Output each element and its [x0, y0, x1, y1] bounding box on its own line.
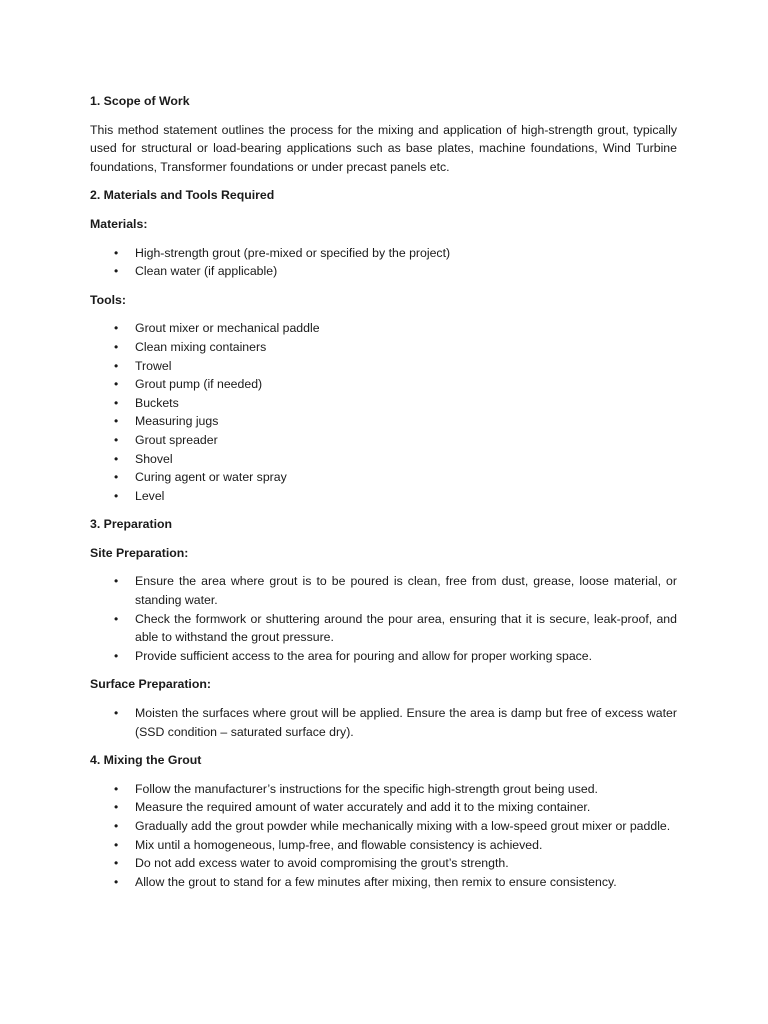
bullet-icon: • — [114, 800, 119, 815]
list-item — [114, 704, 677, 741]
list-item — [114, 798, 677, 817]
list-item — [114, 817, 677, 836]
bullet-icon: • — [114, 611, 119, 626]
materials-label: Materials: — [90, 216, 148, 231]
bullet-icon: • — [114, 321, 119, 336]
bullet-icon: • — [114, 245, 119, 260]
tools-label: Tools: — [90, 292, 126, 307]
bullet-icon: • — [114, 432, 119, 447]
list-item-text: Allow the grout to stand for a few minutes after mixing, then remix to ensure consistency. — [135, 874, 617, 889]
list-item — [114, 854, 677, 873]
bullet-icon: • — [114, 264, 119, 279]
bullet-icon: • — [114, 874, 119, 889]
list-item-text: Curing agent or water spray — [135, 470, 287, 485]
bullet-icon: • — [114, 781, 119, 796]
list-item — [114, 780, 677, 799]
list-item-text: Clean water (if applicable) — [135, 264, 278, 279]
bullet-icon: • — [114, 706, 119, 721]
list-item — [114, 647, 677, 666]
document-page — [90, 92, 677, 901]
list-item — [114, 431, 677, 450]
bullet-icon: • — [114, 856, 119, 871]
section-heading-scope: 1. Scope of Work — [90, 94, 190, 108]
bullet-icon: • — [114, 470, 119, 485]
list-item-text: Level — [135, 488, 165, 503]
list-item — [114, 338, 677, 357]
scope-paragraph: This method statement outlines the process for the mixing and application of high-strength grout, typically used for structural or load-bearing applications such as base plates, machine foundations, Wind Turbine foundations, Transformer foundations or under precast panels etc. — [90, 122, 677, 174]
list-item — [114, 610, 677, 647]
list-item-text: Measuring jugs — [135, 414, 219, 429]
bullet-icon: • — [114, 395, 119, 410]
list-item — [114, 468, 677, 487]
list-item — [114, 394, 677, 413]
section-heading-materials-tools: 2. Materials and Tools Required — [90, 188, 275, 203]
list-item-text: Grout pump (if needed) — [135, 377, 263, 392]
list-item-text: Check the formwork or shuttering around the pour area, ensuring that it is secure, leak-proof, and able to withstand the grout pressure. — [135, 611, 677, 645]
list-item-text: High-strength grout (pre-mixed or specified by the project) — [135, 245, 451, 260]
list-item-text: Trowel — [135, 358, 172, 373]
bullet-icon: • — [114, 819, 119, 833]
list-item — [114, 450, 677, 469]
list-item — [114, 319, 677, 338]
section-heading-mixing: 4. Mixing the Grout — [90, 753, 202, 768]
list-item — [114, 262, 677, 281]
tools-list — [90, 319, 677, 505]
bullet-icon: • — [114, 377, 119, 392]
materials-list — [90, 244, 677, 281]
surface-preparation-label: Surface Preparation: — [90, 677, 211, 692]
list-item — [114, 375, 677, 394]
section-heading-preparation: 3. Preparation — [90, 517, 173, 532]
bullet-icon: • — [114, 451, 119, 466]
surface-preparation-list — [90, 704, 677, 741]
site-preparation-list — [90, 572, 677, 665]
site-preparation-label: Site Preparation: — [90, 545, 189, 560]
list-item — [114, 412, 677, 431]
list-item-text: Mix until a homogeneous, lump-free, and flowable consistency is achieved. — [135, 837, 543, 852]
list-item-text: Grout mixer or mechanical paddle — [135, 321, 320, 336]
mixing-list — [90, 780, 677, 892]
bullet-icon: • — [114, 837, 119, 852]
list-item-text: Do not add excess water to avoid compromising the grout’s strength. — [135, 856, 509, 871]
bullet-icon: • — [114, 648, 119, 663]
list-item-text: Provide sufficient access to the area for pouring and allow for proper working space. — [135, 648, 593, 663]
bullet-icon: • — [114, 358, 119, 373]
list-item-text: Ensure the area where grout is to be poured is clean, free from dust, grease, loose material, or standing water. — [135, 574, 677, 608]
list-item — [114, 572, 677, 609]
list-item-text: Measure the required amount of water accurately and add it to the mixing container. — [135, 800, 591, 815]
list-item-text: Gradually add the grout powder while mechanically mixing with a low-speed grout mixer or paddle. — [135, 819, 671, 833]
list-item-text: Buckets — [135, 395, 179, 410]
list-item-text: Follow the manufacturer’s instructions for the specific high-strength grout being used. — [135, 781, 598, 796]
bullet-icon: • — [114, 339, 119, 354]
list-item-text: Moisten the surfaces where grout will be applied. Ensure the area is damp but free of excess water (SSD condition – saturated surface dry). — [135, 706, 677, 739]
list-item — [114, 873, 677, 892]
bullet-icon: • — [114, 414, 119, 429]
list-item — [114, 487, 677, 506]
list-item — [114, 836, 677, 855]
list-item-text: Grout spreader — [135, 432, 218, 447]
list-item — [114, 244, 677, 263]
bullet-icon: • — [114, 574, 119, 589]
list-item-text: Clean mixing containers — [135, 339, 267, 354]
bullet-icon: • — [114, 488, 119, 503]
list-item-text: Shovel — [135, 451, 173, 466]
list-item — [114, 357, 677, 376]
